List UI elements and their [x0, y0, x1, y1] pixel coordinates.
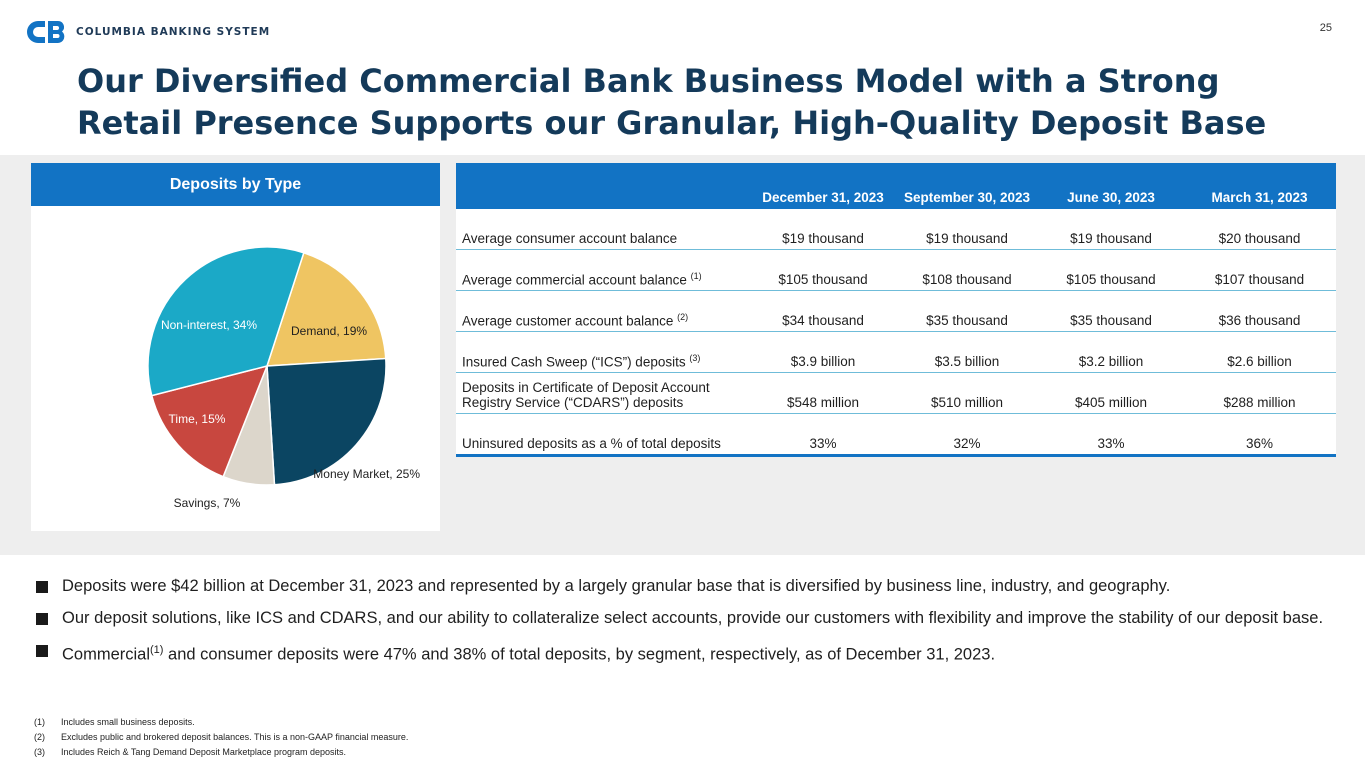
table-cell: 33%	[751, 414, 895, 456]
pie-label-non-interest: Non-interest, 34%	[160, 318, 258, 332]
table-cell: 32%	[895, 414, 1039, 456]
row-label: Insured Cash Sweep (“ICS”) deposits $^{(3)}$	[456, 332, 751, 373]
table-cell: $19 thousand	[751, 209, 895, 250]
square-bullet-icon	[36, 645, 48, 657]
table-cell: $105 thousand	[1039, 250, 1183, 291]
deposits-chart-panel	[31, 163, 440, 531]
table-row	[456, 291, 1336, 332]
table-cell: $19 thousand	[895, 209, 1039, 250]
row-label: Average commercial account balance $^{(1)}$	[456, 250, 751, 291]
row-label: Uninsured deposits as a % of total deposits	[456, 414, 751, 456]
table-cell: $36 thousand	[1183, 291, 1336, 332]
footnote-ref: (1)	[150, 644, 164, 656]
company-logo	[26, 16, 270, 48]
table-cell: $20 thousand	[1183, 209, 1336, 250]
table-header-row	[456, 163, 1336, 209]
table-cell: $34 thousand	[751, 291, 895, 332]
table-row	[456, 250, 1336, 291]
table-cell: $35 thousand	[895, 291, 1039, 332]
table-cell: $107 thousand	[1183, 250, 1336, 291]
square-bullet-icon	[36, 581, 48, 593]
column-header: March 31, 2023	[1183, 163, 1336, 209]
footnote	[34, 730, 408, 745]
footnote-text: Excludes public and brokered deposit balances. This is a non-GAAP financial measure.	[61, 732, 409, 742]
table-cell: 36%	[1183, 414, 1336, 456]
page-number: 25	[1319, 22, 1332, 34]
table-row	[456, 373, 1336, 414]
bullet-text: Deposits were $42 billion at December 31, 2023 and represented by a largely granular base that is diversified by business line, industry, and geography.	[62, 577, 1171, 595]
bullet-text-post: and consumer deposits were 47% and 38% of total deposits, by segment, respectively, as of December 31, 2023.	[163, 645, 996, 664]
bullet-item	[36, 574, 1336, 598]
footnote-ref: (3)	[689, 352, 701, 363]
footnote-text: Includes small business deposits.	[61, 717, 195, 727]
footnote-number: (1)	[34, 717, 45, 727]
table-row	[456, 332, 1336, 373]
table-cell: $108 thousand	[895, 250, 1039, 291]
table-cell: $548 million	[751, 373, 895, 414]
footnote	[34, 715, 408, 730]
table-row	[456, 414, 1336, 456]
table-cell: $288 million	[1183, 373, 1336, 414]
bullet-text: Our deposit solutions, like ICS and CDARS, and our ability to collateralize select accounts, provide our customers with flexibility and improve the stability of our deposit base.	[62, 609, 1324, 627]
pie-label-money-market: Money Market, 25%	[313, 467, 420, 481]
key-points-list	[36, 574, 1336, 675]
footnote-ref: (1)	[690, 270, 702, 281]
row-label: Average customer account balance $^{(2)}$	[456, 291, 751, 332]
table-row	[456, 209, 1336, 250]
row-label: Deposits in Certificate of Deposit Account Registry Service (“CDARS”) deposits	[456, 373, 751, 414]
table-cell: $35 thousand	[1039, 291, 1183, 332]
table-cell: $19 thousand	[1039, 209, 1183, 250]
pie-label-demand: Demand, 19%	[291, 324, 368, 338]
table-cell: $3.5 billion	[895, 332, 1039, 373]
column-header: June 30, 2023	[1039, 163, 1183, 209]
pie-label-savings: Savings, 7%	[173, 496, 241, 510]
bullet-item	[36, 606, 1336, 630]
footnote-number: (2)	[34, 732, 45, 742]
footnote	[34, 745, 408, 760]
table-cell: $405 million	[1039, 373, 1183, 414]
square-bullet-icon	[36, 613, 48, 625]
page-title: Our Diversified Commercial Bank Business Model with a Strong Retail Presence Supports our Granular, High-Quality Deposit Base	[77, 62, 1267, 142]
footnote-number: (3)	[34, 747, 45, 757]
footnote-text: Includes Reich & Tang Demand Deposit Marketplace program deposits.	[61, 747, 346, 757]
pie-slice-money-market	[267, 359, 386, 485]
row-label: Average consumer account balance	[456, 209, 751, 250]
column-header: September 30, 2023	[895, 163, 1039, 209]
column-header	[456, 163, 751, 209]
cb-logo-icon	[26, 17, 68, 47]
footnotes	[34, 715, 408, 760]
table-cell: 33%	[1039, 414, 1183, 456]
column-header: December 31, 2023	[751, 163, 895, 209]
chart-title: Deposits by Type	[31, 163, 440, 206]
logo-text: COLUMBIA BANKING SYSTEM	[76, 26, 271, 38]
deposit-metrics-table	[456, 163, 1336, 457]
table-cell: $2.6 billion	[1183, 332, 1336, 373]
table-cell: $510 million	[895, 373, 1039, 414]
bullet-text-pre: Commercial	[62, 645, 151, 664]
deposits-pie-chart	[31, 163, 440, 531]
table-cell: $105 thousand	[751, 250, 895, 291]
table-cell: $3.9 billion	[751, 332, 895, 373]
footnote-ref: (2)	[677, 311, 689, 322]
pie-label-time: Time, 15%	[168, 412, 226, 426]
table-cell: $3.2 billion	[1039, 332, 1183, 373]
bullet-item	[36, 638, 1336, 667]
